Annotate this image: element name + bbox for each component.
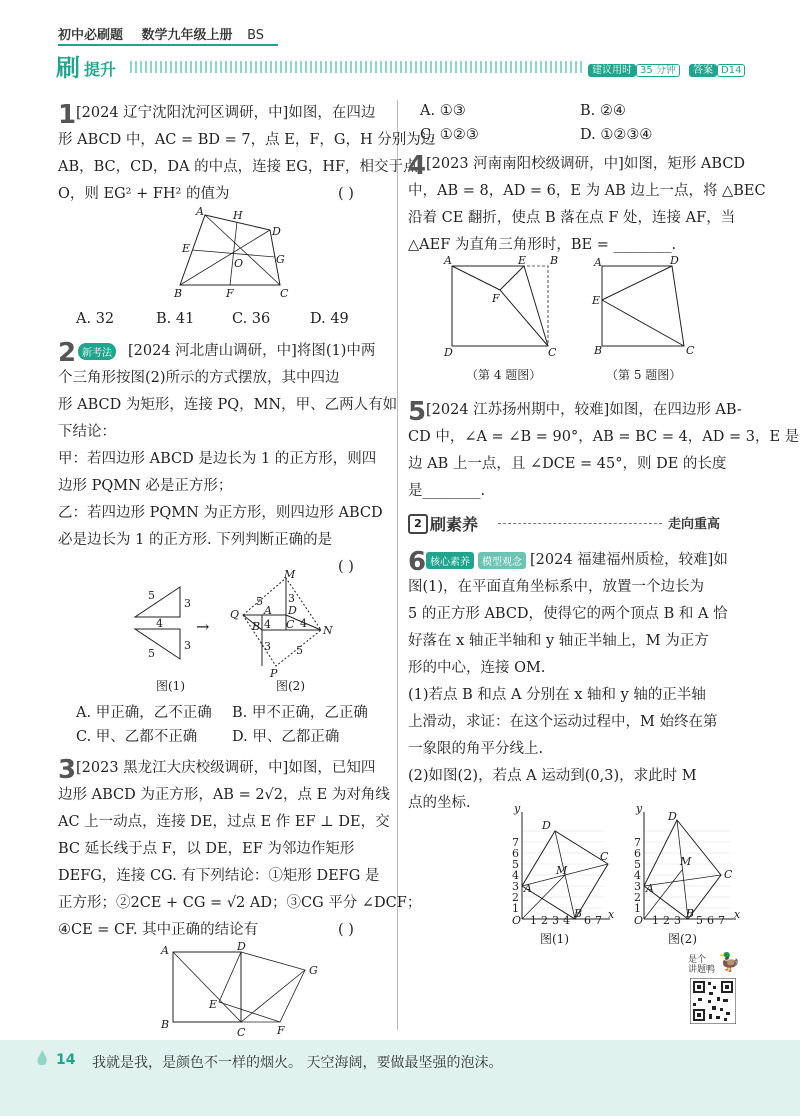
q4-line-2: 中，AB = 8，AD = 6，E 为 AB 边上一点，将 △BEC <box>408 183 766 199</box>
header-stripe <box>130 61 582 73</box>
q6-g2-xtick: 5 <box>696 914 703 925</box>
q6-g2-ytick: 5 <box>634 858 641 871</box>
q3-line-7: ④CE = CF. 其中正确的结论有 <box>58 922 259 938</box>
q3-line-3: AC 上一动点，连接 DE，过点 E 作 EF ⊥ DE，交 <box>58 814 390 830</box>
q2-answer-paren: ( ) <box>338 559 354 575</box>
q1-figure <box>160 205 300 300</box>
q1-diagonal-ac <box>205 215 280 285</box>
qr-code[interactable] <box>690 978 736 1024</box>
q2-caption-2: 图(2) <box>276 679 305 693</box>
q6-g2-label-a: A <box>646 882 654 895</box>
q6-g1-xtick: 7 <box>595 914 602 925</box>
q1-line-3: AB，BC，CD，DA 的中点，连接 EG，HF，相交于点 <box>58 159 418 175</box>
q2-line-6: 边形 PQMN 必是正方形； <box>58 478 233 494</box>
q6-g2-ytick: 2 <box>634 891 641 904</box>
q2-fig1-triangle-top <box>135 587 180 617</box>
q6-g1-ytick: 3 <box>512 880 519 893</box>
q2-figure-2 <box>228 570 338 680</box>
answer-page: D14 <box>717 64 745 77</box>
q2-option-c: C. 甲、乙都不正确 <box>76 729 198 745</box>
q6-g2-label-d: D <box>668 810 677 823</box>
q2-fig2-num: 5 <box>256 595 263 608</box>
q5-label: B <box>594 344 603 357</box>
q2-fig2-num: 3 <box>288 592 295 605</box>
q5-line-de <box>602 266 672 300</box>
q6-badge-model: 模型观念 <box>478 552 526 569</box>
q4-rect-dashed <box>452 266 548 346</box>
qr-label-bottom: 讲题鸭 <box>688 965 716 975</box>
q1-label-b: B <box>174 287 183 300</box>
q5-figure <box>590 252 710 362</box>
q1-line-4: O，则 EG² + FH² 的值为 <box>58 186 230 202</box>
q5-number: 5 <box>408 397 427 427</box>
q2-badge: 新考法 <box>78 343 116 360</box>
edition: BS <box>247 28 265 43</box>
q3-label: D <box>237 940 246 953</box>
q1-answer-paren: ( ) <box>338 186 354 202</box>
flame-icon <box>36 1050 48 1068</box>
time-box <box>588 58 745 77</box>
suyang-dashline <box>498 523 662 524</box>
q6-line-9: (2)如图(2)，若点 A 运动到(0,3)，求此时 M <box>408 768 697 784</box>
q3-segment-cg <box>241 970 305 1022</box>
q6-line-8: 一象限的角平分线上. <box>408 741 544 757</box>
q4-line-1: [2023 河南南阳校级调研，中]如图，矩形 ABCD <box>426 156 746 172</box>
q3-option-d: D. ①②③④ <box>580 127 653 143</box>
q4-label: F <box>492 292 500 305</box>
q4-line-ef <box>500 266 524 290</box>
q6-g2-xtick: 1 <box>652 914 659 925</box>
q2-line-7: 乙：若四边形 PQMN 为正方形，则四边形 ABCD <box>58 505 383 521</box>
q2-line-1: [2024 河北唐山调研，中]将图(1)中两 <box>128 343 376 359</box>
q2-caption-1: 图(1) <box>156 679 185 693</box>
q2-fig1-num: 5 <box>148 647 155 660</box>
q6-g2-xtick: 2 <box>663 914 670 925</box>
q3-option-c: C. ①②③ <box>420 127 479 143</box>
q4-line-fc <box>500 290 548 346</box>
q1-label-o: O <box>234 257 244 270</box>
q4-line-4: △AEF 为直角三角形时，BE = ________. <box>408 237 677 253</box>
q2-fig2-num: 4 <box>300 617 307 630</box>
q6-g2-diagonal <box>644 875 721 886</box>
suyang-title: 刷素养 <box>430 515 479 534</box>
q1-label-g: G <box>276 253 285 266</box>
q4-label: E <box>518 254 527 267</box>
q3-line-5: DEFG，连接 CG. 有下列结论：①矩形 DEFG 是 <box>58 868 380 884</box>
q6-g2-xtick: 3 <box>674 914 681 925</box>
q4-figure <box>440 252 570 362</box>
book-title <box>58 24 264 43</box>
q5-quadrilateral <box>602 266 684 346</box>
q1-number: 1 <box>58 100 77 130</box>
q6-line-10: 点的坐标. <box>408 795 471 811</box>
q6-g2-ytick: 7 <box>634 836 641 849</box>
q5-line-2: CD 中，∠A = ∠B = 90°，AB = BC = 4，AD = 3，E 是 <box>408 429 800 445</box>
q4-line-ce <box>524 266 548 346</box>
duck-icon: 🦆 <box>718 952 741 973</box>
q6-g1-ytick: 1 <box>512 902 519 915</box>
q2-fig1-triangle-bottom <box>135 629 180 659</box>
q6-line-7: 上滑动，求证：在这个运动过程中，M 始终在第 <box>408 714 718 730</box>
q3-label: G <box>309 964 318 977</box>
q2-fig2-num: 3 <box>264 640 271 653</box>
q3-label: F <box>277 1024 285 1037</box>
q6-g1-axis-label: y <box>514 802 521 815</box>
q4-label: B <box>550 254 559 267</box>
q2-line-4: 下结论： <box>58 424 116 440</box>
q6-g2-xtick: 7 <box>718 914 725 925</box>
q6-line-5: 形的中心，连接 OM. <box>408 660 546 676</box>
q3-option-a: A. ①③ <box>420 103 466 119</box>
q1-label-a: A <box>196 205 204 218</box>
q2-fig2-label: P <box>270 667 278 680</box>
section-main: 刷 <box>56 54 80 82</box>
q3-line-6: 正方形；②2CE + CG = √2 AD；③CG 平分 ∠DCF； <box>58 895 422 911</box>
subject: 数学九年级上册 <box>141 28 233 43</box>
q6-g2-ytick: 6 <box>634 847 641 860</box>
q6-g2-diagonal <box>677 820 688 919</box>
page-number: 14 <box>56 1052 76 1068</box>
suyang-right: 走向重高 <box>668 517 721 532</box>
q6-g1-label-m: M <box>556 864 568 877</box>
q3-diagonal-ac <box>173 952 241 1022</box>
q3-label: C <box>237 1026 246 1038</box>
q2-fig2-label: B <box>252 620 261 633</box>
q6-g2-ytick: 1 <box>634 902 641 915</box>
q1-option-d: D. 49 <box>310 311 349 327</box>
q6-g2-origin: O <box>634 914 644 925</box>
q3-line-4: BC 延长线于点 F，以 DE，EF 为邻边作矩形 <box>58 841 355 857</box>
q1-line-1: [2024 辽宁沈阳沈河区调研，中]如图，在四边 <box>76 105 376 121</box>
footer-motto: 我就是我，是颜色不一样的烟火。 天空海阔，要做最坚强的泡沫。 <box>92 1055 503 1071</box>
q6-g1-origin: O <box>512 914 522 925</box>
q2-fig1-num: 3 <box>184 639 191 652</box>
q6-g2-ytick: 3 <box>634 880 641 893</box>
q2-line-2: 个三角形按图(2)所示的方式摆放，其中四边 <box>58 370 340 386</box>
q1-label-c: C <box>280 287 289 300</box>
q6-g2-label-m: M <box>680 855 692 868</box>
q1-option-c: C. 36 <box>232 311 271 327</box>
q3-label: B <box>161 1018 170 1031</box>
q1-option-a: A. 32 <box>76 311 115 327</box>
q5-line-1: [2024 江苏扬州期中，较难]如图，在四边形 AB- <box>426 402 742 418</box>
q2-fig1-num: 4 <box>156 617 163 630</box>
time-value: 35 分钟 <box>636 64 680 77</box>
q6-g1-axis-label: x <box>608 908 615 921</box>
q2-fig2-label: A <box>264 604 272 617</box>
q3-answer-paren: ( ) <box>338 922 354 938</box>
q6-g1-label-d: D <box>542 819 551 832</box>
q2-arrow: → <box>196 617 210 636</box>
qr-label-top: 是个 <box>688 955 707 965</box>
q2-option-b: B. 甲不正确，乙正确 <box>232 705 368 721</box>
q4-number: 4 <box>408 151 427 181</box>
q2-fig2-label: M <box>284 570 296 581</box>
q2-line-8: 必是边长为 1 的正方形. 下列判断正确的是 <box>58 532 333 548</box>
q6-g1-ytick: 6 <box>512 847 519 860</box>
suyang-icon: 2 <box>408 514 428 534</box>
q4-label: C <box>548 346 557 359</box>
q4-caption: （第 4 题图） <box>466 368 542 382</box>
q6-g1-ytick: 2 <box>512 891 519 904</box>
q2-line-5: 甲：若四边形 ABCD 是边长为 1 的正方形，则四 <box>58 451 377 467</box>
q2-line-3: 形 ABCD 为矩形，连接 PQ，MN，甲、乙两人有如 <box>58 397 398 413</box>
q6-badge-core: 核心素养 <box>426 552 474 569</box>
q6-line-4: 好落在 x 轴正半轴和 y 轴正半轴上，M 为正方 <box>408 633 709 649</box>
q2-fig2-num: 5 <box>296 644 303 657</box>
q5-line-3: 边 AB 上一点，且 ∠DCE = 45°，则 DE 的长度 <box>408 456 727 472</box>
q3-option-b: B. ②④ <box>580 103 626 119</box>
q6-g1-label-c: C <box>600 850 609 863</box>
header-rule <box>58 44 278 46</box>
q3-line-1: [2023 黑龙江大庆校级调研，中]如图，已知四 <box>76 760 376 776</box>
q4-label: D <box>444 346 453 359</box>
q6-g1-ytick: 4 <box>512 869 519 882</box>
q5-line-4: 是________. <box>408 483 486 499</box>
q6-g1-xtick: 3 <box>552 914 559 925</box>
q2-fig2-label: Q <box>230 608 240 621</box>
q2-option-d: D. 甲、乙都正确 <box>232 729 340 745</box>
time-label: 建议用时 <box>588 64 636 77</box>
q6-g1-label-a: A <box>524 882 532 895</box>
q6-line-6: (1)若点 B 和点 A 分别在 x 轴和 y 轴的正半轴 <box>408 687 706 703</box>
q6-g1-xtick: 6 <box>584 914 591 925</box>
q1-label-f: F <box>226 287 234 300</box>
q2-number: 2 <box>58 338 77 368</box>
q6-caption-1: 图(1) <box>540 932 569 946</box>
q6-g1-xtick: 4 <box>563 914 570 925</box>
q3-label: E <box>209 998 218 1011</box>
q1-label-e: E <box>182 242 191 255</box>
q6-graph-1 <box>500 800 615 925</box>
q6-line-2: 图(1)，在平面直角坐标系中，放置一个边长为 <box>408 579 705 595</box>
q6-g2-xtick: 6 <box>707 914 714 925</box>
section-sub: 提升 <box>84 60 117 79</box>
q6-g2-axis-label: y <box>636 802 643 815</box>
q6-g2-ytick: 4 <box>634 869 641 882</box>
q5-label: D <box>670 254 679 267</box>
qr-label <box>688 955 715 975</box>
q1-label-h: H <box>233 209 243 222</box>
q2-fig2-label: N <box>323 624 333 637</box>
q6-graph-2 <box>622 800 740 925</box>
q6-g2-label-c: C <box>724 868 733 881</box>
q5-label: E <box>592 294 601 307</box>
q3-number: 3 <box>58 755 77 785</box>
q6-g2-axis-label: x <box>734 908 740 921</box>
book-name: 初中必刷题 <box>58 28 124 43</box>
q1-option-b: B. 41 <box>156 311 195 327</box>
q1-line-2: 形 ABCD 中，AC = BD = 7，点 E，F，G，H 分别为边 <box>58 132 436 148</box>
q1-diagonal-bd <box>180 230 270 285</box>
q5-line-ec <box>602 300 684 346</box>
q4-line-3: 沿着 CE 翻折，使点 B 落在点 F 处，连接 AF，当 <box>408 210 736 226</box>
suyang-band <box>408 512 736 534</box>
q6-caption-2: 图(2) <box>668 932 697 946</box>
q6-g1-ytick: 5 <box>512 858 519 871</box>
q2-fig1-num: 3 <box>184 597 191 610</box>
q3-label: A <box>161 944 169 957</box>
q6-line-3: 5 的正方形 ABCD，使得它的两个顶点 B 和 A 恰 <box>408 606 728 622</box>
q4-label: A <box>444 254 452 267</box>
answer-label: 答案 <box>689 64 717 77</box>
q1-label-d: D <box>272 225 281 238</box>
q2-fig2-label: D <box>288 604 297 617</box>
q3-rectangle-defg <box>219 952 305 1022</box>
q2-fig1-num: 5 <box>148 589 155 602</box>
q6-g1-label-b: B <box>574 907 583 920</box>
q6-number: 6 <box>408 547 427 577</box>
q6-line-1: [2024 福建福州质检，较难]如 <box>530 552 728 568</box>
q6-g1-xtick: 1 <box>530 914 537 925</box>
q2-option-a: A. 甲正确，乙不正确 <box>76 705 212 721</box>
q5-caption: （第 5 题图） <box>606 368 682 382</box>
q3-figure <box>155 940 325 1038</box>
q2-fig2-num: 4 <box>264 618 271 631</box>
q2-fig2-label: C <box>286 618 295 631</box>
q6-g2-label-b: B <box>686 907 695 920</box>
q6-g1-ytick: 7 <box>512 836 519 849</box>
q5-label: C <box>686 344 695 357</box>
q5-label: A <box>594 256 602 269</box>
q4-line-af <box>452 266 500 290</box>
q3-line-2: 边形 ABCD 为正方形，AB = 2√2，点 E 为对角线 <box>58 787 390 803</box>
q6-g1-xtick: 2 <box>541 914 548 925</box>
